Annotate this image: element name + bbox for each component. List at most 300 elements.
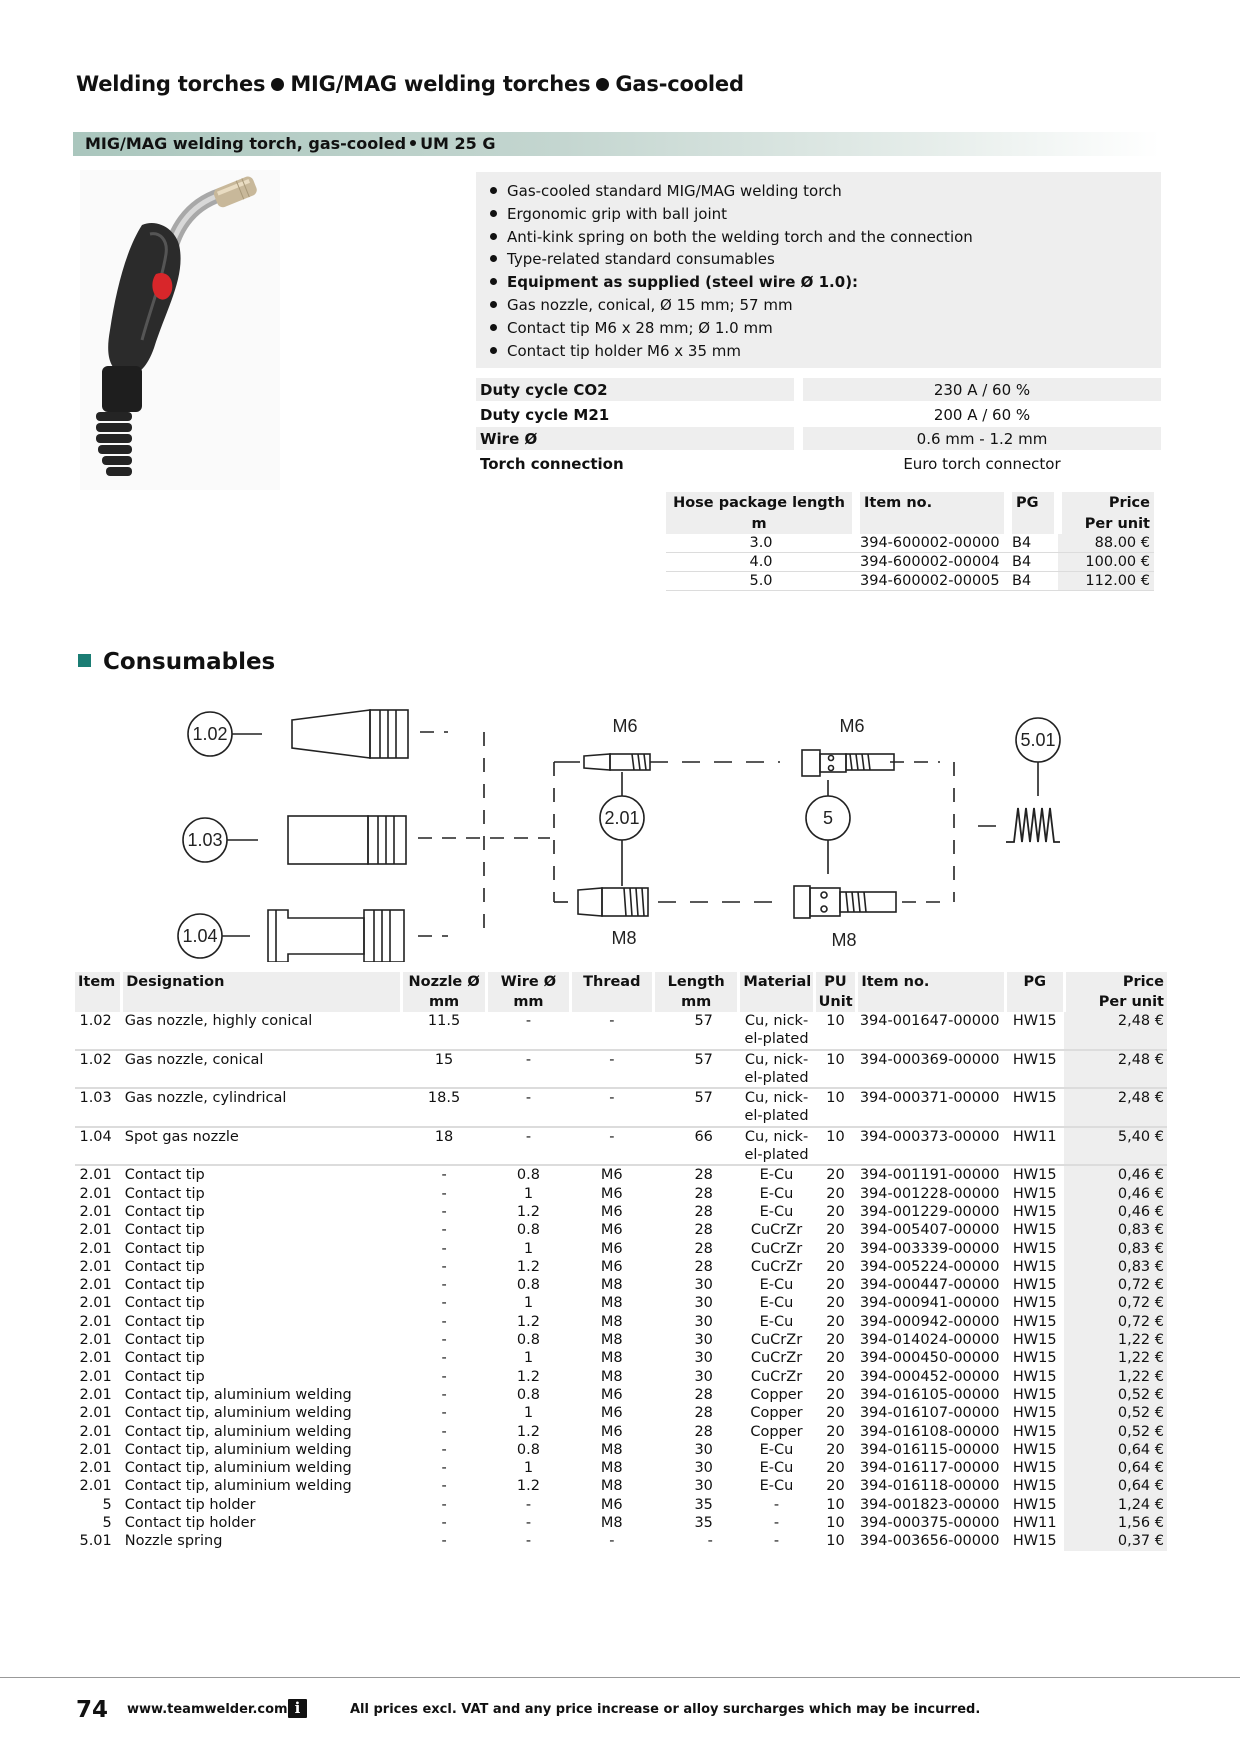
cell-item-no: 394-016107-00000 xyxy=(859,1405,1000,1422)
cell-item-no: 394-000375-00000 xyxy=(859,1515,1000,1532)
table-row xyxy=(75,1404,1167,1422)
cell-pu: 20 xyxy=(826,1258,845,1275)
cell-pu: 20 xyxy=(826,1441,845,1458)
cell-nozzle: - xyxy=(441,1240,447,1257)
cell-wire: 1 xyxy=(523,1295,534,1312)
gas-nozzle-highly-conical xyxy=(292,710,370,758)
cell-item-no: 394-003339-00000 xyxy=(859,1240,1000,1257)
cell-designation: Contact tip, aluminium welding xyxy=(124,1423,352,1440)
cell-nozzle: - xyxy=(441,1405,447,1422)
cell-pu: 20 xyxy=(826,1277,845,1294)
cell-material: Cu, nick- el-plated xyxy=(739,1088,814,1127)
cell-thread: M8 xyxy=(600,1460,623,1477)
col-header-thread: Thread xyxy=(570,972,653,992)
cell-wire: - xyxy=(487,1012,570,1050)
cell-length: 30 xyxy=(694,1295,713,1312)
col-subheader: mm xyxy=(401,992,486,1012)
cell-designation: Contact tip xyxy=(124,1258,205,1275)
cell-length: 57 xyxy=(653,1012,738,1050)
cell-item: 1.02 xyxy=(75,1012,122,1050)
table-row xyxy=(75,1477,1167,1495)
cell-length: 35 xyxy=(694,1515,713,1532)
subheader-empty xyxy=(856,513,1008,534)
cell-pu: 20 xyxy=(826,1167,845,1184)
spec-label: Duty cycle CO2 xyxy=(476,378,794,401)
feature-text: Type-related standard consumables xyxy=(507,250,775,269)
cell-pu: 10 xyxy=(814,1088,857,1127)
cell-designation: Gas nozzle, cylindrical xyxy=(122,1088,402,1127)
cell-material: Cu, nick- el-plated xyxy=(739,1012,814,1050)
cell-pg: HW15 xyxy=(1012,1386,1057,1403)
cell-designation: Contact tip, aluminium welding xyxy=(124,1478,352,1495)
cell-wire: 0.8 xyxy=(516,1167,540,1184)
cell-designation: Spot gas nozzle xyxy=(122,1127,402,1166)
cell-item: 2.01 xyxy=(79,1441,112,1458)
cell-pg: B4 xyxy=(1008,553,1058,572)
cell-pu: 20 xyxy=(826,1295,845,1312)
cell-material: E-Cu xyxy=(759,1313,794,1330)
cell-item: 2.01 xyxy=(79,1332,112,1349)
cell-price: 1,22 € xyxy=(1064,1331,1167,1349)
feature-text: Contact tip holder M6 x 35 mm xyxy=(507,341,741,360)
bullet-icon xyxy=(410,140,416,146)
cell-thread: M6 xyxy=(600,1423,623,1440)
col-subheader xyxy=(570,992,653,1012)
table-row xyxy=(75,1496,1167,1514)
cell-material: - xyxy=(773,1515,780,1532)
cell-price: 0,72 € xyxy=(1064,1276,1167,1294)
cell-thread: M6 xyxy=(600,1185,623,1202)
bullet-icon xyxy=(596,78,609,91)
cell-thread: M6 xyxy=(600,1167,623,1184)
cell-price: 2,48 € xyxy=(1064,1050,1167,1089)
cell-item: 2.01 xyxy=(79,1478,112,1495)
col-header-length: Length xyxy=(653,972,738,992)
cell-length: 5.0 xyxy=(666,572,856,591)
header-price: Price xyxy=(1058,492,1154,513)
label-1-03: 1.03 xyxy=(187,830,223,850)
table-row xyxy=(75,1386,1167,1404)
table-row xyxy=(75,1532,1167,1550)
cell-material: Copper xyxy=(750,1405,803,1422)
cell-pu: 20 xyxy=(826,1185,845,1202)
table-row xyxy=(75,1127,1167,1166)
title-part-2: MIG/MAG welding torches xyxy=(290,72,591,96)
cell-item-no: 394-001647-00000 xyxy=(857,1012,1005,1050)
label-m6-tip: M6 xyxy=(612,716,638,736)
label-m6-holder: M6 xyxy=(839,716,865,736)
cell-designation: Contact tip holder xyxy=(124,1496,256,1513)
spec-value: 200 A / 60 % xyxy=(933,405,1031,424)
label-1-02: 1.02 xyxy=(192,724,228,744)
website-link[interactable]: www.teamwelder.com xyxy=(127,1702,288,1717)
spec-label: Duty cycle M21 xyxy=(480,405,610,424)
cell-item: 1.02 xyxy=(75,1050,122,1089)
table-row xyxy=(75,1240,1167,1258)
cell-thread: M6 xyxy=(600,1496,623,1513)
label-5-01: 5.01 xyxy=(1020,730,1056,750)
cell-price: 1,24 € xyxy=(1064,1496,1167,1514)
cell-item: 2.01 xyxy=(79,1240,112,1257)
feature-item xyxy=(488,271,1161,294)
cell-pu: 10 xyxy=(826,1515,845,1532)
cell-pg: HW15 xyxy=(1012,1222,1057,1239)
table-row xyxy=(75,1313,1167,1331)
cell-wire: 1.2 xyxy=(516,1423,540,1440)
cell-material: CuCrZr xyxy=(750,1240,803,1257)
cell-wire: 1.2 xyxy=(516,1478,540,1495)
cell-length: 28 xyxy=(694,1258,713,1275)
cell-length: 4.0 xyxy=(666,553,856,572)
feature-text: Gas nozzle, conical, Ø 15 mm; 57 mm xyxy=(507,295,793,314)
col-subheader xyxy=(1005,992,1064,1012)
table-row xyxy=(75,1012,1167,1050)
cell-material: E-Cu xyxy=(759,1295,794,1312)
cell-item: 5 xyxy=(102,1496,112,1513)
cell-pu: 20 xyxy=(826,1386,845,1403)
cell-wire: - xyxy=(525,1515,532,1532)
cell-wire: 1 xyxy=(523,1405,534,1422)
cell-item-no: 394-003656-00000 xyxy=(859,1533,1000,1550)
col-header-nozzle: Nozzle Ø xyxy=(401,972,486,992)
feature-item xyxy=(488,294,1161,317)
cell-pu: 10 xyxy=(826,1533,845,1550)
feature-item xyxy=(488,226,1161,249)
cell-item-no: 394-000941-00000 xyxy=(859,1295,1000,1312)
cell-item-no: 394-000450-00000 xyxy=(859,1350,1000,1367)
contact-tip-m6 xyxy=(584,754,610,770)
subheader-per-unit: Per unit xyxy=(1058,513,1154,534)
cell-thread: M8 xyxy=(600,1350,623,1367)
feature-item xyxy=(488,317,1161,340)
col-subheader xyxy=(739,992,814,1012)
cell-item-no: 394-005224-00000 xyxy=(859,1258,1000,1275)
table-row xyxy=(75,1349,1167,1367)
cell-thread: M8 xyxy=(600,1295,623,1312)
cell-pu: 20 xyxy=(826,1222,845,1239)
cell-thread: M8 xyxy=(600,1478,623,1495)
cell-wire: 0.8 xyxy=(516,1441,540,1458)
cell-length: 28 xyxy=(694,1386,713,1403)
cell-item: 2.01 xyxy=(79,1185,112,1202)
cell-designation: Contact tip xyxy=(124,1313,205,1330)
consumables-title: Consumables xyxy=(103,649,276,675)
cell-wire: - xyxy=(525,1496,532,1513)
cell-pg: HW15 xyxy=(1012,1496,1057,1513)
table-row xyxy=(75,1368,1167,1386)
table-row xyxy=(75,1050,1167,1089)
cell-designation: Nozzle spring xyxy=(124,1533,223,1550)
cell-item: 2.01 xyxy=(79,1368,112,1385)
cell-item-no: 394-600002-00000 xyxy=(856,534,1008,553)
cell-length: 57 xyxy=(653,1050,738,1089)
col-header-item-no: Item no. xyxy=(857,972,1005,992)
col-header-item: Item xyxy=(75,972,122,992)
header-hose-length: Hose package length xyxy=(666,492,856,513)
cell-material: Copper xyxy=(750,1423,803,1440)
feature-item xyxy=(488,180,1161,203)
cell-nozzle: - xyxy=(441,1496,447,1513)
cell-pg: HW11 xyxy=(1005,1127,1064,1166)
cell-thread: - xyxy=(570,1012,653,1050)
cell-material: CuCrZr xyxy=(750,1350,803,1367)
cell-pg: HW15 xyxy=(1012,1167,1057,1184)
cell-price: 0,83 € xyxy=(1064,1240,1167,1258)
cell-item-no: 394-001228-00000 xyxy=(859,1185,1000,1202)
cell-item: 2.01 xyxy=(79,1295,112,1312)
cell-thread: - xyxy=(570,1050,653,1089)
cell-item-no: 394-000371-00000 xyxy=(857,1088,1005,1127)
cell-pg: HW15 xyxy=(1012,1313,1057,1330)
table-row xyxy=(75,1221,1167,1239)
cell-price: 0,46 € xyxy=(1064,1185,1167,1203)
cell-pg: HW15 xyxy=(1012,1478,1057,1495)
cell-pu: 20 xyxy=(826,1423,845,1440)
label-m8-holder: M8 xyxy=(831,930,857,950)
cell-thread: M8 xyxy=(600,1441,623,1458)
col-subheader: Unit xyxy=(814,992,857,1012)
cell-length: 28 xyxy=(694,1222,713,1239)
cell-wire: 1.2 xyxy=(516,1203,540,1220)
cell-material: E-Cu xyxy=(759,1203,794,1220)
feature-item xyxy=(488,340,1161,363)
spec-table xyxy=(476,378,1161,476)
cell-price: 0,64 € xyxy=(1064,1441,1167,1459)
cell-wire: 1.2 xyxy=(516,1258,540,1275)
section-model: UM 25 G xyxy=(420,134,496,153)
cell-nozzle: - xyxy=(441,1515,447,1532)
cell-price: 0,46 € xyxy=(1064,1203,1167,1221)
cell-nozzle: - xyxy=(441,1368,447,1385)
cell-material: E-Cu xyxy=(759,1478,794,1495)
cell-pg: HW15 xyxy=(1012,1332,1057,1349)
table-row xyxy=(75,1294,1167,1312)
cell-material: E-Cu xyxy=(759,1441,794,1458)
cell-pg: HW15 xyxy=(1012,1277,1057,1294)
table-row xyxy=(75,1258,1167,1276)
cell-item: 2.01 xyxy=(79,1405,112,1422)
cell-designation: Contact tip xyxy=(124,1332,205,1349)
cell-item-no: 394-005407-00000 xyxy=(859,1222,1000,1239)
cell-wire: - xyxy=(487,1088,570,1127)
table-row xyxy=(75,1276,1167,1294)
cell-item: 1.03 xyxy=(75,1088,122,1127)
col-subheader: mm xyxy=(487,992,570,1012)
cell-pg: B4 xyxy=(1008,572,1058,591)
cell-nozzle: - xyxy=(441,1332,447,1349)
cell-price: 0,83 € xyxy=(1064,1258,1167,1276)
cell-wire: 1 xyxy=(523,1460,534,1477)
cell-pg: HW15 xyxy=(1012,1441,1057,1458)
cell-nozzle: - xyxy=(441,1478,447,1495)
cell-length: 66 xyxy=(653,1127,738,1166)
col-header-material: Material xyxy=(739,972,814,992)
col-header-pg: PG xyxy=(1005,972,1064,992)
cell-item-no: 394-001229-00000 xyxy=(859,1203,1000,1220)
cell-length: 28 xyxy=(694,1423,713,1440)
cell-item-no: 394-001823-00000 xyxy=(859,1496,1000,1513)
spec-value: 0.6 mm - 1.2 mm xyxy=(803,427,1161,450)
cell-pu: 20 xyxy=(826,1240,845,1257)
cell-material: Cu, nick- el-plated xyxy=(739,1050,814,1089)
cell-thread: - xyxy=(570,1127,653,1166)
cell-pg: HW15 xyxy=(1012,1203,1057,1220)
cell-item: 5.01 xyxy=(79,1533,112,1550)
cell-pg: HW11 xyxy=(1012,1515,1057,1532)
cell-pg: HW15 xyxy=(1005,1012,1064,1050)
cell-nozzle: - xyxy=(441,1167,447,1184)
cell-material: E-Cu xyxy=(759,1167,794,1184)
bullet-icon xyxy=(490,347,497,354)
cell-price: 0,37 € xyxy=(1064,1532,1167,1550)
cell-pg: HW15 xyxy=(1012,1240,1057,1257)
header-item-no: Item no. xyxy=(856,492,1008,513)
cell-nozzle: - xyxy=(441,1423,447,1440)
cell-price: 0,64 € xyxy=(1064,1459,1167,1477)
table-row xyxy=(666,534,1154,553)
label-1-04: 1.04 xyxy=(182,926,218,946)
spec-label: Torch connection xyxy=(480,454,624,473)
table-row xyxy=(75,1331,1167,1349)
cell-pg: HW15 xyxy=(1012,1350,1057,1367)
col-header-price: Price xyxy=(1064,972,1167,992)
cell-pg: HW15 xyxy=(1012,1258,1057,1275)
cell-price: 0,46 € xyxy=(1064,1165,1167,1184)
table-row xyxy=(75,1514,1167,1532)
cell-thread: M6 xyxy=(600,1222,623,1239)
cell-item: 2.01 xyxy=(79,1258,112,1275)
label-5: 5 xyxy=(822,808,834,828)
cell-item-no: 394-000369-00000 xyxy=(857,1050,1005,1089)
cell-length: 28 xyxy=(694,1405,713,1422)
table-row xyxy=(75,1441,1167,1459)
cell-designation: Contact tip xyxy=(124,1203,205,1220)
cell-length: 30 xyxy=(694,1460,713,1477)
cell-wire: - xyxy=(487,1050,570,1089)
cell-pu: 20 xyxy=(826,1332,845,1349)
cell-item-no: 394-016115-00000 xyxy=(859,1441,1000,1458)
cell-item-no: 394-001191-00000 xyxy=(859,1167,1000,1184)
cell-wire: 1.2 xyxy=(516,1368,540,1385)
cell-item-no: 394-600002-00004 xyxy=(856,553,1008,572)
cell-length: 30 xyxy=(694,1350,713,1367)
cell-nozzle: - xyxy=(441,1185,447,1202)
cell-length: 35 xyxy=(694,1496,713,1513)
cell-designation: Contact tip holder xyxy=(124,1515,256,1532)
cell-pu: 20 xyxy=(826,1368,845,1385)
cell-length: 28 xyxy=(694,1185,713,1202)
cell-pg: HW15 xyxy=(1005,1050,1064,1089)
cell-item: 2.01 xyxy=(79,1350,112,1367)
table-row xyxy=(75,1088,1167,1127)
page-number: 74 xyxy=(76,1697,109,1723)
cell-pg: HW15 xyxy=(1012,1185,1057,1202)
cell-item: 1.04 xyxy=(75,1127,122,1166)
spot-gas-nozzle xyxy=(268,910,364,962)
cell-length: 30 xyxy=(694,1313,713,1330)
cell-designation: Gas nozzle, highly conical xyxy=(122,1012,402,1050)
cell-item-no: 394-600002-00005 xyxy=(856,572,1008,591)
cell-designation: Contact tip xyxy=(124,1240,205,1257)
cell-price: 0,52 € xyxy=(1064,1423,1167,1441)
cell-thread: - xyxy=(609,1533,615,1550)
cell-wire: 0.8 xyxy=(516,1332,540,1349)
consumables-diagram xyxy=(150,692,1070,962)
cell-nozzle: - xyxy=(441,1313,447,1330)
spec-value: 230 A / 60 % xyxy=(803,378,1161,401)
cell-nozzle: - xyxy=(441,1460,447,1477)
torch-price-table xyxy=(666,492,1154,591)
spec-value: Euro torch connector xyxy=(903,454,1061,473)
consumables-heading xyxy=(78,649,275,675)
feature-text: Ergonomic grip with ball joint xyxy=(507,204,728,223)
cell-material: CuCrZr xyxy=(750,1258,803,1275)
col-subheader xyxy=(857,992,1005,1012)
cell-material: E-Cu xyxy=(759,1277,794,1294)
cell-item: 2.01 xyxy=(79,1277,112,1294)
cell-price: 112.00 € xyxy=(1058,572,1154,591)
table-row xyxy=(666,553,1154,572)
page-title xyxy=(76,72,744,96)
section-square-icon xyxy=(78,654,91,667)
cell-price: 0,72 € xyxy=(1064,1313,1167,1331)
cell-thread: M8 xyxy=(600,1368,623,1385)
cell-pu: 10 xyxy=(814,1127,857,1166)
cell-designation: Contact tip, aluminium welding xyxy=(124,1386,352,1403)
cell-nozzle: - xyxy=(441,1203,447,1220)
product-section-bar xyxy=(73,132,1160,156)
cell-thread: M8 xyxy=(600,1515,623,1532)
cell-price: 0,72 € xyxy=(1064,1294,1167,1312)
cell-designation: Contact tip, aluminium welding xyxy=(124,1460,352,1477)
cell-pg: HW15 xyxy=(1012,1295,1057,1312)
cell-pg: B4 xyxy=(1008,534,1058,553)
cell-wire: 1.2 xyxy=(516,1313,540,1330)
bullet-icon xyxy=(490,187,497,194)
spec-row xyxy=(476,452,1161,477)
cell-wire: 1 xyxy=(523,1350,534,1367)
cell-material: CuCrZr xyxy=(750,1332,803,1349)
table-row xyxy=(75,1423,1167,1441)
feature-item xyxy=(488,203,1161,226)
col-header-pu: PU xyxy=(814,972,857,992)
cell-thread: M8 xyxy=(600,1332,623,1349)
col-subheader xyxy=(75,992,122,1012)
col-subheader xyxy=(122,992,402,1012)
cell-material: E-Cu xyxy=(759,1185,794,1202)
torch-product-image xyxy=(80,170,280,490)
cell-item-no: 394-016108-00000 xyxy=(859,1423,1000,1440)
contact-tip-holder-m6 xyxy=(802,750,820,776)
cell-length: 3.0 xyxy=(666,534,856,553)
cell-pu: 20 xyxy=(826,1405,845,1422)
cell-material: Cu, nick- el-plated xyxy=(739,1127,814,1166)
cell-material: E-Cu xyxy=(759,1460,794,1477)
cell-material: CuCrZr xyxy=(750,1368,803,1385)
table-row xyxy=(75,1185,1167,1203)
info-icon: i xyxy=(288,1699,307,1718)
col-header-wire: Wire Ø xyxy=(487,972,570,992)
cell-wire: - xyxy=(487,1127,570,1166)
cell-item: 5 xyxy=(102,1515,112,1532)
feature-text: Gas-cooled standard MIG/MAG welding torch xyxy=(507,182,842,200)
title-part-3: Gas-cooled xyxy=(615,72,744,96)
cell-pu: 20 xyxy=(826,1478,845,1495)
feature-text: Contact tip M6 x 28 mm; Ø 1.0 mm xyxy=(507,318,773,337)
cell-nozzle: 18.5 xyxy=(401,1088,486,1127)
cell-price: 0,52 € xyxy=(1064,1404,1167,1422)
contact-tip-holder-m8 xyxy=(794,886,810,918)
